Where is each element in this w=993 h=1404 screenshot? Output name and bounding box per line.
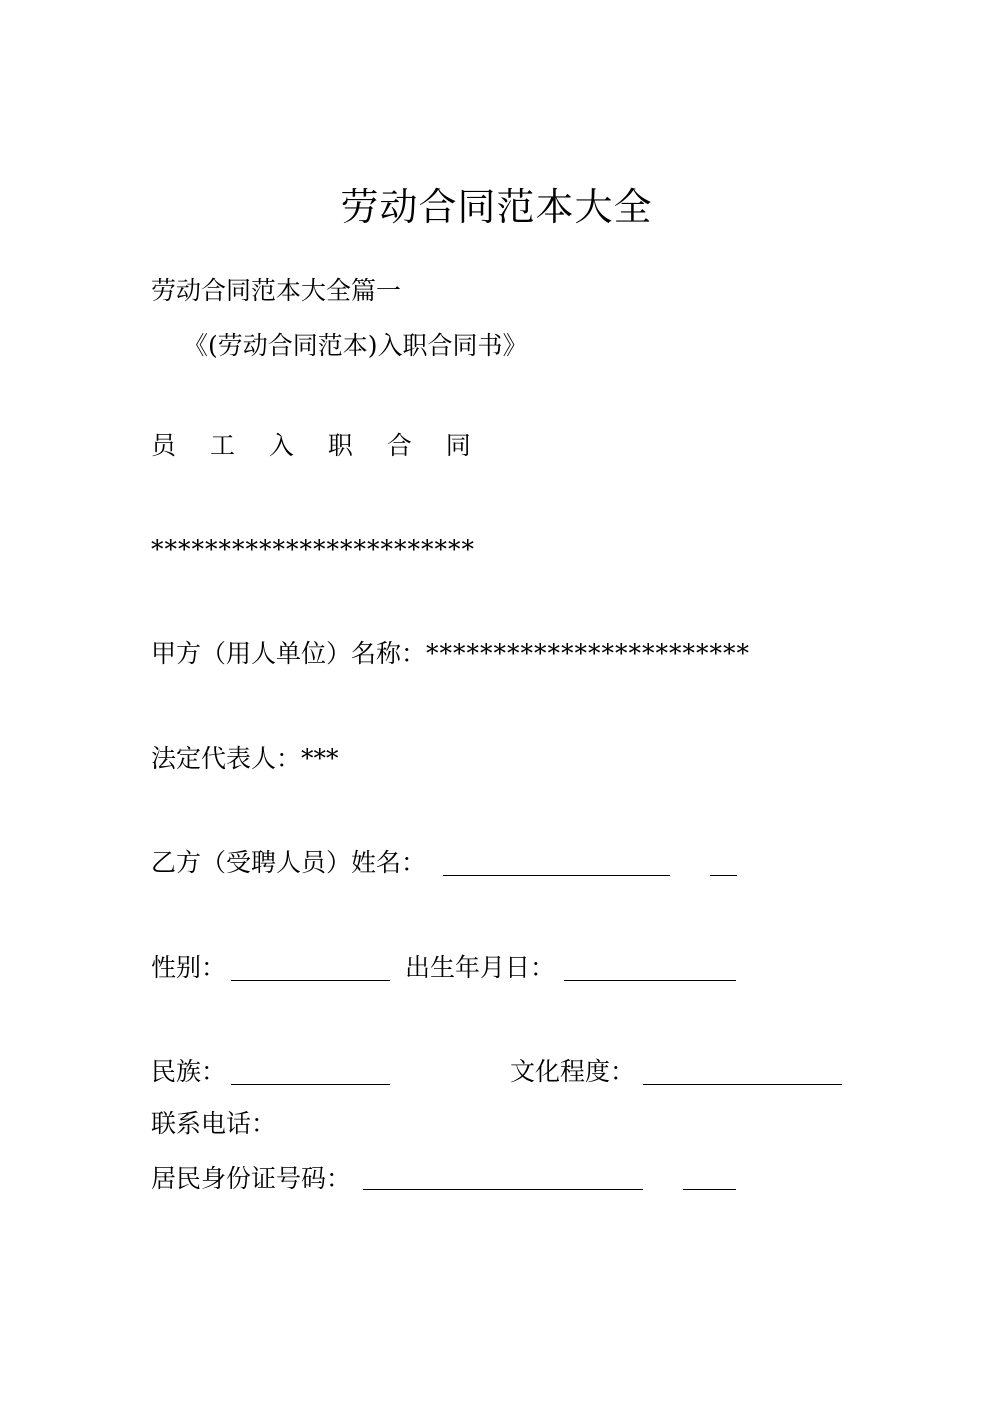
- contract-heading: 员 工 入 职 合 同: [151, 431, 484, 460]
- ethnicity-blank: [231, 1084, 390, 1085]
- stars-separator: ************************: [151, 535, 475, 564]
- gender-blank: [231, 980, 390, 981]
- legal-rep-row: [151, 743, 339, 775]
- gender-label: 性别：: [151, 953, 227, 982]
- party-a-label: 甲方（用人单位）名称：: [151, 639, 427, 668]
- legal-rep-value: ***: [301, 744, 339, 773]
- id-number-extra-blank: [683, 1189, 736, 1190]
- education-blank: [643, 1084, 842, 1085]
- id-number-blank: [363, 1189, 643, 1190]
- book-title: 《(劳动合同范本)入职合同书》: [183, 331, 528, 360]
- birthdate-label: 出生年月日：: [405, 953, 556, 982]
- document-title: 劳动合同范本大全: [340, 185, 653, 229]
- phone-label: 联系电话：: [151, 1109, 277, 1138]
- party-b-extra-blank: [710, 875, 737, 876]
- legal-rep-label: 法定代表人：: [151, 744, 302, 773]
- ethnicity-label: 民族：: [151, 1057, 227, 1086]
- education-label: 文化程度：: [510, 1057, 636, 1086]
- party-b-label: 乙方（受聘人员）姓名：: [151, 848, 427, 877]
- party-a-value: ************************: [426, 639, 751, 668]
- party-a-row: [151, 638, 750, 670]
- id-number-label: 居民身份证号码：: [151, 1164, 352, 1193]
- birthdate-blank: [564, 980, 736, 981]
- section-heading: 劳动合同范本大全篇一: [151, 276, 402, 305]
- party-b-name-blank: [443, 875, 670, 876]
